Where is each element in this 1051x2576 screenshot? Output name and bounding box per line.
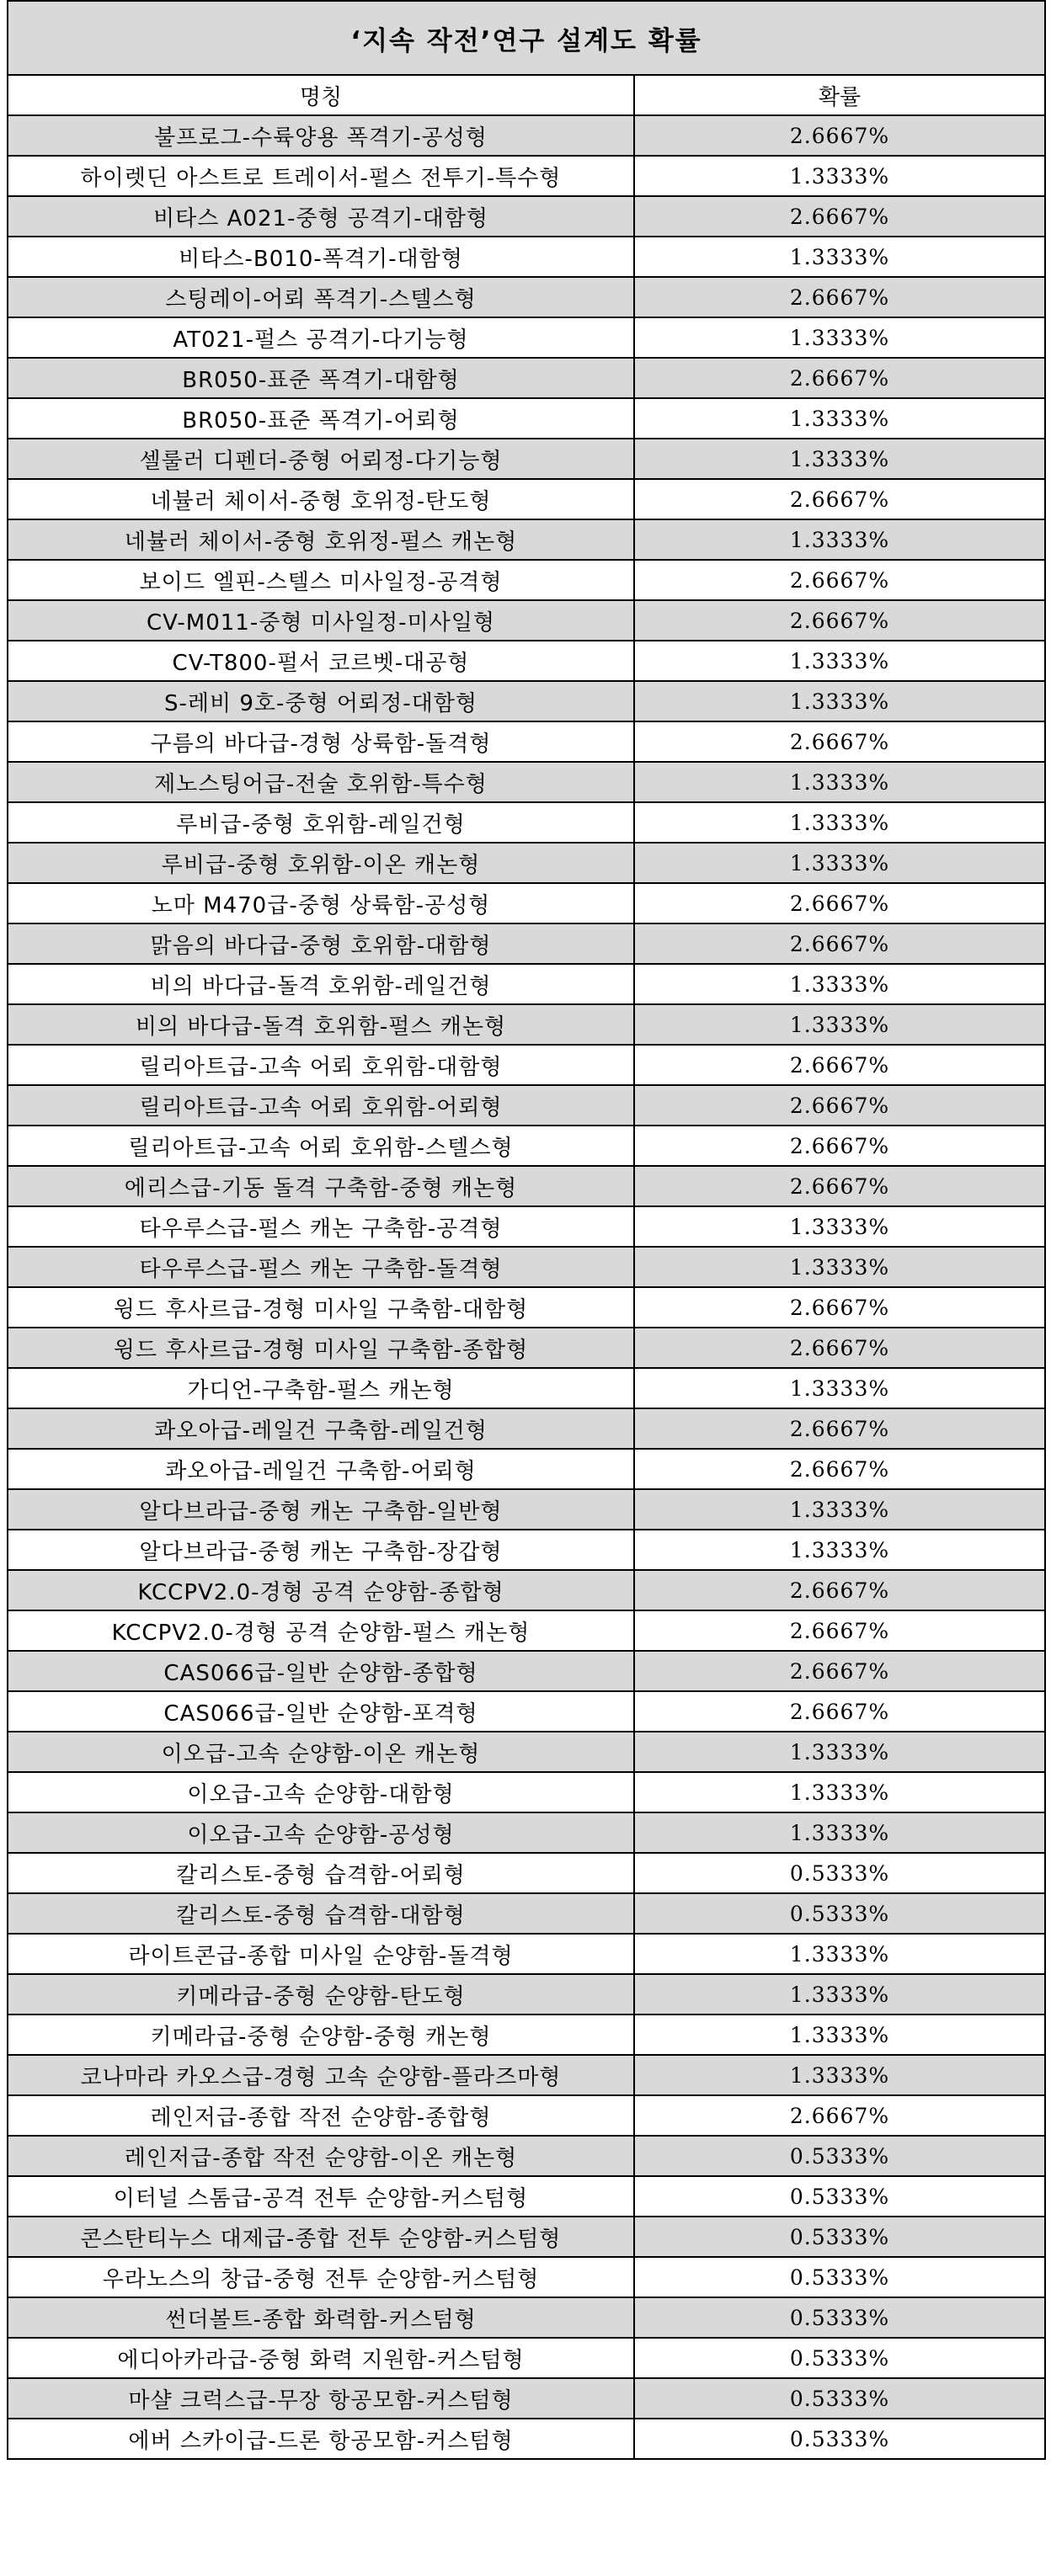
table-row — [8, 681, 1045, 721]
blueprint-name-cell: 레인저급-종합 작전 순양함-종합형 — [8, 2095, 634, 2136]
probability-cell: 0.5333% — [634, 2378, 1045, 2419]
probability-cell: 1.3333% — [634, 1812, 1045, 1853]
table-row — [8, 196, 1045, 237]
probability-cell: 1.3333% — [634, 519, 1045, 560]
probability-cell: 1.3333% — [634, 1489, 1045, 1530]
table-row — [8, 2014, 1045, 2055]
probability-cell: 1.3333% — [634, 2055, 1045, 2095]
blueprint-name-cell: 에버 스카이급-드론 항공모함-커스텀형 — [8, 2419, 634, 2459]
table-row — [8, 1974, 1045, 2014]
blueprint-name-cell: 비타스 A021-중형 공격기-대함형 — [8, 196, 634, 237]
probability-cell: 1.3333% — [634, 439, 1045, 479]
table-row — [8, 600, 1045, 641]
table-row — [8, 1489, 1045, 1530]
blueprint-name-cell: 에디아카라급-중형 화력 지원함-커스텀형 — [8, 2338, 634, 2378]
blueprint-name-cell: 라이트콘급-종합 미사일 순양함-돌격형 — [8, 1934, 634, 1974]
name-column-header: 명칭 — [8, 75, 634, 115]
probability-cell: 2.6667% — [634, 1166, 1045, 1206]
probability-cell: 2.6667% — [634, 196, 1045, 237]
blueprint-name-cell: 알다브라급-중형 캐논 구축함-장갑형 — [8, 1530, 634, 1570]
table-body — [8, 115, 1045, 2459]
probability-cell: 1.3333% — [634, 1772, 1045, 1812]
table-row — [8, 1287, 1045, 1328]
table-row — [8, 439, 1045, 479]
blueprint-name-cell: 이오급-고속 순양함-이온 캐논형 — [8, 1732, 634, 1772]
probability-cell: 1.3333% — [634, 802, 1045, 843]
blueprint-name-cell: KCCPV2.0-경형 공격 순양함-펄스 캐논형 — [8, 1610, 634, 1651]
blueprint-name-cell: 우라노스의 창급-중형 전투 순양함-커스텀형 — [8, 2257, 634, 2297]
table-row — [8, 2217, 1045, 2257]
table-row — [8, 1570, 1045, 1610]
blueprint-name-cell: CV-T800-펄서 코르벳-대공형 — [8, 641, 634, 681]
table-row — [8, 923, 1045, 964]
table-row — [8, 277, 1045, 317]
blueprint-name-cell: 윙드 후사르급-경형 미사일 구축함-종합형 — [8, 1328, 634, 1368]
table-row — [8, 1004, 1045, 1045]
blueprint-name-cell: 타우루스급-펄스 캐논 구축함-공격형 — [8, 1206, 634, 1247]
blueprint-name-cell: 코나마라 카오스급-경형 고속 순양함-플라즈마형 — [8, 2055, 634, 2095]
blueprint-name-cell: 가디언-구축함-펄스 캐논형 — [8, 1368, 634, 1408]
blueprint-name-cell: 맑음의 바다급-중형 호위함-대함형 — [8, 923, 634, 964]
table-row — [8, 2419, 1045, 2459]
probability-cell: 2.6667% — [634, 277, 1045, 317]
blueprint-name-cell: 칼리스토-중형 습격함-대함형 — [8, 1893, 634, 1934]
table-row — [8, 1812, 1045, 1853]
blueprint-name-cell: 네뷸러 체이서-중형 호위정-펄스 캐논형 — [8, 519, 634, 560]
blueprint-name-cell: 키메라급-중형 순양함-탄도형 — [8, 1974, 634, 2014]
table-row — [8, 2095, 1045, 2136]
blueprint-name-cell: 키메라급-중형 순양함-중형 캐논형 — [8, 2014, 634, 2055]
probability-cell: 1.3333% — [634, 1004, 1045, 1045]
probability-cell: 0.5333% — [634, 2419, 1045, 2459]
table-row — [8, 1368, 1045, 1408]
blueprint-probability-sheet — [7, 0, 1044, 2460]
probability-cell: 2.6667% — [634, 1045, 1045, 1085]
blueprint-name-cell: 제노스팅어급-전술 호위함-특수형 — [8, 762, 634, 802]
probability-cell: 1.3333% — [634, 1368, 1045, 1408]
probability-cell: 1.3333% — [634, 843, 1045, 883]
probability-cell: 1.3333% — [634, 1974, 1045, 2014]
blueprint-name-cell: 레인저급-종합 작전 순양함-이온 캐논형 — [8, 2136, 634, 2176]
probability-cell: 0.5333% — [634, 2136, 1045, 2176]
blueprint-name-cell: BR050-표준 폭격기-대함형 — [8, 358, 634, 398]
probability-cell: 2.6667% — [634, 721, 1045, 762]
probability-cell: 2.6667% — [634, 560, 1045, 600]
table-row — [8, 1691, 1045, 1732]
table-row — [8, 1247, 1045, 1287]
table-row — [8, 2338, 1045, 2378]
probability-cell: 1.3333% — [634, 1530, 1045, 1570]
table-row — [8, 519, 1045, 560]
probability-cell: 2.6667% — [634, 1408, 1045, 1449]
blueprint-name-cell: KCCPV2.0-경형 공격 순양함-종합형 — [8, 1570, 634, 1610]
probability-cell: 2.6667% — [634, 1570, 1045, 1610]
table-row — [8, 2176, 1045, 2217]
probability-cell: 2.6667% — [634, 2095, 1045, 2136]
table-row — [8, 1408, 1045, 1449]
blueprint-name-cell: 에리스급-기동 돌격 구축함-중형 캐논형 — [8, 1166, 634, 1206]
blueprint-name-cell: 비의 바다급-돌격 호위함-레일건형 — [8, 964, 634, 1004]
probability-cell: 1.3333% — [634, 398, 1045, 439]
blueprint-name-cell: 루비급-중형 호위함-이온 캐논형 — [8, 843, 634, 883]
probability-cell: 0.5333% — [634, 2257, 1045, 2297]
table-row — [8, 1166, 1045, 1206]
table-row — [8, 1045, 1045, 1085]
blueprint-name-cell: 노마 M470급-중형 상륙함-공성형 — [8, 883, 634, 923]
table-row — [8, 115, 1045, 156]
table-row — [8, 721, 1045, 762]
blueprint-name-cell: 구름의 바다급-경형 상륙함-돌격형 — [8, 721, 634, 762]
probability-cell: 1.3333% — [634, 2014, 1045, 2055]
blueprint-name-cell: 릴리아트급-고속 어뢰 호위함-어뢰형 — [8, 1085, 634, 1126]
probability-cell: 2.6667% — [634, 1610, 1045, 1651]
blueprint-name-cell: 스팅레이-어뢰 폭격기-스텔스형 — [8, 277, 634, 317]
probability-cell: 2.6667% — [634, 479, 1045, 519]
table-row — [8, 2136, 1045, 2176]
table-row — [8, 843, 1045, 883]
table-row — [8, 1610, 1045, 1651]
blueprint-name-cell: S-레비 9호-중형 어뢰정-대함형 — [8, 681, 634, 721]
table-row — [8, 1449, 1045, 1489]
blueprint-name-cell: 불프로그-수륙양용 폭격기-공성형 — [8, 115, 634, 156]
blueprint-name-cell: 콘스탄티누스 대제급-종합 전투 순양함-커스텀형 — [8, 2217, 634, 2257]
probability-cell: 0.5333% — [634, 1893, 1045, 1934]
probability-cell: 2.6667% — [634, 600, 1045, 641]
blueprint-name-cell: BR050-표준 폭격기-어뢰형 — [8, 398, 634, 439]
table-row — [8, 883, 1045, 923]
blueprint-name-cell: 네뷸러 체이서-중형 호위정-탄도형 — [8, 479, 634, 519]
probability-cell: 0.5333% — [634, 1853, 1045, 1893]
table-row — [8, 641, 1045, 681]
probability-cell: 2.6667% — [634, 923, 1045, 964]
probability-cell: 2.6667% — [634, 883, 1045, 923]
blueprint-name-cell: 비타스-B010-폭격기-대함형 — [8, 237, 634, 277]
blueprint-name-cell: 이터널 스톰급-공격 전투 순양함-커스텀형 — [8, 2176, 634, 2217]
table-row — [8, 1085, 1045, 1126]
probability-cell: 1.3333% — [634, 1732, 1045, 1772]
probability-cell: 2.6667% — [634, 1449, 1045, 1489]
table-row — [8, 398, 1045, 439]
probability-cell: 0.5333% — [634, 2176, 1045, 2217]
table-row — [8, 237, 1045, 277]
blueprint-name-cell: 하이렛딘 아스트로 트레이서-펄스 전투기-특수형 — [8, 156, 634, 196]
probability-table — [7, 0, 1046, 2460]
blueprint-name-cell: CV-M011-중형 미사일정-미사일형 — [8, 600, 634, 641]
blueprint-name-cell: 보이드 엘핀-스텔스 미사일정-공격형 — [8, 560, 634, 600]
blueprint-name-cell: AT021-펄스 공격기-다기능형 — [8, 317, 634, 358]
blueprint-name-cell: 타우루스급-펄스 캐논 구축함-돌격형 — [8, 1247, 634, 1287]
table-row — [8, 479, 1045, 519]
blueprint-name-cell: CAS066급-일반 순양함-포격형 — [8, 1691, 634, 1732]
table-row — [8, 1328, 1045, 1368]
probability-cell: 1.3333% — [634, 1934, 1045, 1974]
probability-cell: 0.5333% — [634, 2338, 1045, 2378]
blueprint-name-cell: 루비급-중형 호위함-레일건형 — [8, 802, 634, 843]
probability-cell: 2.6667% — [634, 358, 1045, 398]
probability-cell: 0.5333% — [634, 2217, 1045, 2257]
table-row — [8, 2257, 1045, 2297]
table-row — [8, 1934, 1045, 1974]
probability-cell: 1.3333% — [634, 1247, 1045, 1287]
table-row — [8, 156, 1045, 196]
probability-cell: 2.6667% — [634, 115, 1045, 156]
probability-cell: 1.3333% — [634, 681, 1045, 721]
probability-cell: 2.6667% — [634, 1651, 1045, 1691]
table-row — [8, 1651, 1045, 1691]
probability-cell: 1.3333% — [634, 156, 1045, 196]
table-row — [8, 1772, 1045, 1812]
blueprint-name-cell: 콰오아급-레일건 구축함-어뢰형 — [8, 1449, 634, 1489]
probability-cell: 1.3333% — [634, 762, 1045, 802]
table-row — [8, 964, 1045, 1004]
probability-cell: 2.6667% — [634, 1126, 1045, 1166]
blueprint-name-cell: 썬더볼트-종합 화력함-커스텀형 — [8, 2297, 634, 2338]
probability-cell: 1.3333% — [634, 1206, 1045, 1247]
probability-cell: 2.6667% — [634, 1328, 1045, 1368]
probability-cell: 1.3333% — [634, 237, 1045, 277]
table-row — [8, 2055, 1045, 2095]
table-title-row — [8, 1, 1045, 75]
table-row — [8, 358, 1045, 398]
blueprint-name-cell: CAS066급-일반 순양함-종합형 — [8, 1651, 634, 1691]
table-row — [8, 1530, 1045, 1570]
table-row — [8, 2297, 1045, 2338]
table-row — [8, 2378, 1045, 2419]
column-header-row — [8, 75, 1045, 115]
probability-cell: 2.6667% — [634, 1085, 1045, 1126]
table-row — [8, 1893, 1045, 1934]
blueprint-name-cell: 릴리아트급-고속 어뢰 호위함-대함형 — [8, 1045, 634, 1085]
blueprint-name-cell: 릴리아트급-고속 어뢰 호위함-스텔스형 — [8, 1126, 634, 1166]
probability-column-header: 확률 — [634, 75, 1045, 115]
blueprint-name-cell: 셀룰러 디펜더-중형 어뢰정-다기능형 — [8, 439, 634, 479]
table-row — [8, 1853, 1045, 1893]
blueprint-name-cell: 윙드 후사르급-경형 미사일 구축함-대함형 — [8, 1287, 634, 1328]
probability-cell: 1.3333% — [634, 964, 1045, 1004]
blueprint-name-cell: 이오급-고속 순양함-대함형 — [8, 1772, 634, 1812]
blueprint-name-cell: 마샬 크럭스급-무장 항공모함-커스텀형 — [8, 2378, 634, 2419]
table-row — [8, 317, 1045, 358]
table-row — [8, 1206, 1045, 1247]
probability-cell: 2.6667% — [634, 1287, 1045, 1328]
blueprint-name-cell: 콰오아급-레일건 구축함-레일건형 — [8, 1408, 634, 1449]
table-title: ‘지속 작전’연구 설계도 확률 — [8, 1, 1045, 75]
table-row — [8, 762, 1045, 802]
probability-cell: 2.6667% — [634, 1691, 1045, 1732]
blueprint-name-cell: 알다브라급-중형 캐논 구축함-일반형 — [8, 1489, 634, 1530]
probability-cell: 1.3333% — [634, 317, 1045, 358]
blueprint-name-cell: 칼리스토-중형 습격함-어뢰형 — [8, 1853, 634, 1893]
blueprint-name-cell: 비의 바다급-돌격 호위함-펄스 캐논형 — [8, 1004, 634, 1045]
probability-cell: 1.3333% — [634, 641, 1045, 681]
table-row — [8, 802, 1045, 843]
table-row — [8, 1126, 1045, 1166]
table-row — [8, 1732, 1045, 1772]
table-row — [8, 560, 1045, 600]
blueprint-name-cell: 이오급-고속 순양함-공성형 — [8, 1812, 634, 1853]
probability-cell: 0.5333% — [634, 2297, 1045, 2338]
